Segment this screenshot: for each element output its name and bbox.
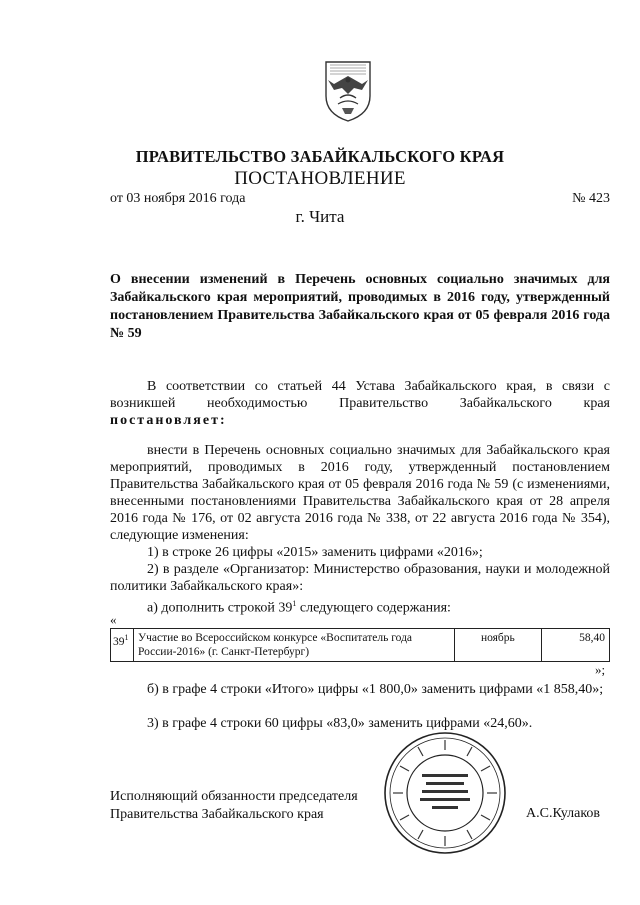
body-item-1: 1) в строке 26 цифры «2015» заменить цифрами «2016»; xyxy=(147,545,483,560)
government-title: ПРАВИТЕЛЬСТВО ЗАБАЙКАЛЬСКОГО КРАЯ xyxy=(135,147,505,166)
event-name-cell: Участие во Всероссийском конкурсе «Воспитатель года России-2016» (г. Санкт-Петербург) xyxy=(133,629,454,662)
table-row xyxy=(111,629,610,662)
document-number: № 423 xyxy=(572,191,610,206)
body-intro: внести в Перечень основных социально значимых для Забайкальского края мероприятий, проводимых в 2016 году, утвержденный постановлением Правительства Забайкальского края от 05 февраля 2016 года № 59 (с изменениями, внесенными постановлениями Правительства Забайкальского края от 28 апреля 2016 года № 176, от 02 августа 2016 года № 338, от 22 августа 2016 года № 354), следующие изменения: xyxy=(110,443,610,543)
quote-open: « xyxy=(110,612,117,627)
preamble xyxy=(110,378,610,429)
body-item-2a xyxy=(110,595,610,617)
signatory-position-line-2: Правительства Забайкальского края xyxy=(110,807,324,822)
signatory-position xyxy=(110,788,358,824)
item-2a-superscript: 1 xyxy=(292,599,297,608)
quote-close: »; xyxy=(595,662,606,677)
document-city: г. Чита xyxy=(295,207,345,226)
body-item-3: 3) в графе 4 строки 60 цифры «83,0» заменить цифрами «24,60». xyxy=(147,716,533,731)
item-2a-prefix: а) дополнить строкой 39 xyxy=(147,600,293,616)
coat-of-arms-emblem xyxy=(320,58,376,124)
signatory-position-line-1: Исполняющий обязанности председателя xyxy=(110,789,358,804)
official-stamp xyxy=(382,730,508,856)
body-item-2b: б) в графе 4 строки «Итого» цифры «1 800,0» заменить цифрами «1 858,40»; xyxy=(147,682,604,697)
document-subject: О внесении изменений в Перечень основных социально значимых для Забайкальского края мероприятий, проводимых в 2016 году, утвержденный постановлением Правительства Забайкальского края от 05 февраля 2016 года № 59 xyxy=(110,272,610,341)
preamble-text: В соответствии со статьей 44 Устава Забайкальского края, в связи с возникшей необходимостью Правительство Забайкальского края xyxy=(110,379,610,411)
event-sum-cell: 58,40 xyxy=(541,629,609,662)
item-2a-suffix: следующего содержания: xyxy=(296,600,451,616)
event-month-cell: ноябрь xyxy=(455,629,541,662)
document-type: ПОСТАНОВЛЕНИЕ xyxy=(234,168,406,189)
resolves-word: постановляет: xyxy=(110,413,227,428)
row-number: 39 xyxy=(113,635,125,648)
body-item-2: 2) в разделе «Организатор: Министерство образования, науки и молодежной политики Забайкальского края»: xyxy=(110,562,610,594)
row-number-superscript: 1 xyxy=(124,633,129,642)
row-number-cell xyxy=(111,629,134,662)
inserted-row-table xyxy=(110,628,610,662)
document-date: от 03 ноября 2016 года xyxy=(110,191,246,206)
signatory-name: А.С.Кулаков xyxy=(526,806,601,821)
